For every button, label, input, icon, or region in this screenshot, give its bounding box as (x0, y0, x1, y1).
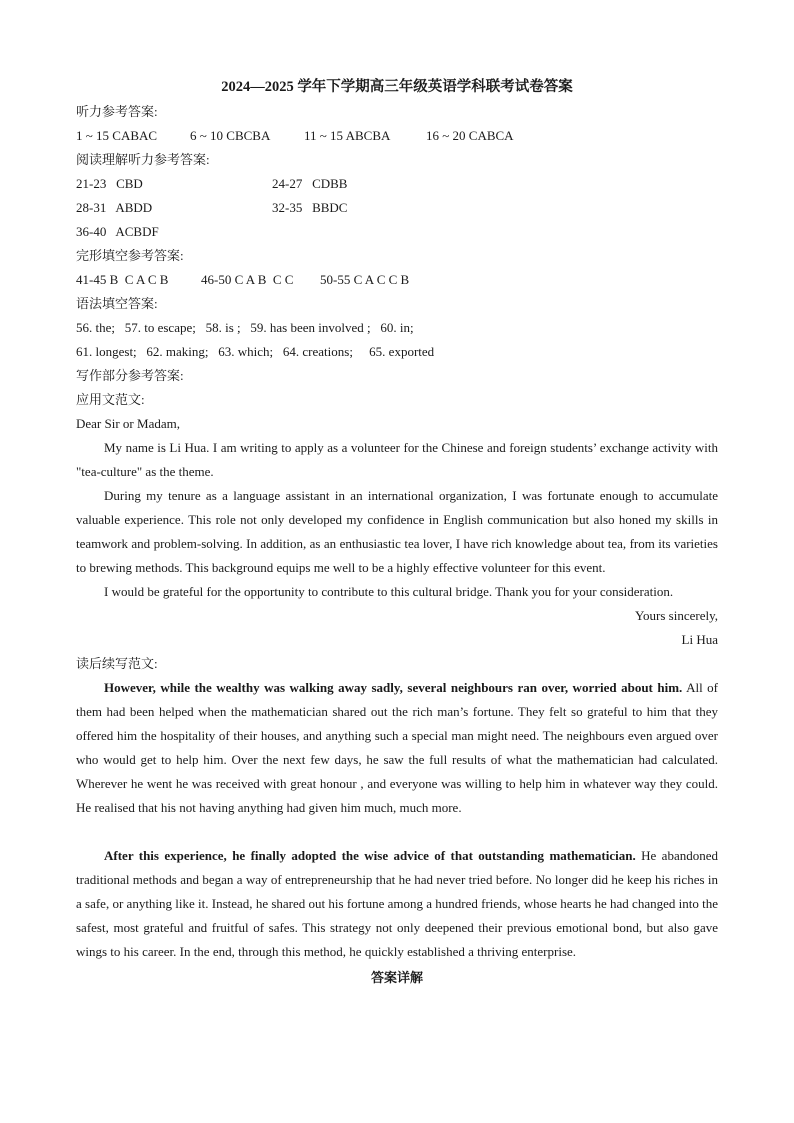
listening-heading: 听力参考答案: (76, 104, 158, 119)
listening-answer: 6 ~ 10 CBCBA (190, 128, 271, 143)
reading-row (76, 172, 718, 196)
continuation-paragraph (76, 676, 718, 820)
letter-heading: 应用文范文: (76, 392, 145, 407)
answer-explanation-heading: 答案详解 (370, 970, 423, 985)
reading-answer: 24-27 CDBB (272, 176, 348, 191)
reading-answer: 28-31 ABDD (76, 200, 153, 215)
continuation-body: He abandoned traditional methods and began a way of entrepreneurship that he had never tried before. No longer did he keep his riches in a safe, or anything like it. Instead, he shared out his fortune among a hundred friends, whose hearts he had changed into the safest, most grateful and fruitful of safes. This strategy not only deepened their previous emotional bond, but also gave wings to his career. In the end, through this method, he quickly established a thriving enterprise. (76, 848, 718, 959)
letter-signature: Li Hua (681, 632, 718, 647)
letter-paragraph: I would be grateful for the opportunity to contribute to this cultural bridge. Thank you for your consideration. (104, 584, 674, 599)
cloze-heading: 完形填空参考答案: (76, 248, 184, 263)
cloze-answer: 46-50 C A B C C (201, 272, 294, 287)
grammar-answers-line: 61. longest; 62. making; 63. which; 64. creations; 65. exported (76, 344, 435, 359)
letter-salutation: Dear Sir or Madam, (76, 416, 180, 431)
grammar-heading: 语法填空答案: (76, 296, 158, 311)
cloze-answers (76, 268, 718, 292)
listening-answer: 16 ~ 20 CABCA (426, 128, 514, 143)
letter-paragraph: During my tenure as a language assistant in an international organization, I was fortunate enough to accumulate valuable experience. This role not only developed my confidence in English communication but also honed my skills in teamwork and problem-solving. In addition, as an enthusiastic tea lover, I have rich knowledge about tea, from its varieties to brewing methods. This background equips me well to be a highly effective volunteer for this event. (76, 488, 718, 575)
letter-closing: Yours sincerely, (634, 608, 718, 623)
cloze-answer: 50-55 C A C C B (320, 272, 410, 287)
reading-answer: 36-40 ACBDF (76, 224, 159, 239)
continuation-body: All of them had been helped when the mathematician shared out the rich man’s fortune. They felt so grateful to him that they offered him the hospitality of their houses, and anything such a special man might need. The neighbours even argued over who would get to help him. Over the next few days, he saw the full results of what the mathematician had calculated. Wherever he went he was received with great honour , and everyone was willing to help him in whatever way they could. He realised that his not having anything had given him much, much more. (76, 680, 718, 815)
letter-paragraph: My name is Li Hua. I am writing to apply as a volunteer for the Chinese and foreign students’ exchange activity with "tea-culture" as the theme. (76, 440, 718, 479)
reading-answer: 32-35 BBDC (272, 200, 348, 215)
continuation-lead-sentence: After this experience, he finally adopted the wise advice of that outstanding mathematician. (104, 848, 636, 863)
reading-row (76, 220, 718, 244)
page-title: 2024—2025 学年下学期高三年级英语学科联考试卷答案 (221, 79, 573, 95)
reading-heading: 阅读理解听力参考答案: (76, 152, 210, 167)
reading-answer: 21-23 CBD (76, 176, 143, 191)
listening-answers (76, 124, 718, 148)
listening-answer: 1 ~ 15 CABAC (76, 128, 158, 143)
writing-heading: 写作部分参考答案: (76, 368, 184, 383)
cloze-answer: 41-45 B C A C B (76, 272, 169, 287)
answer-sheet (76, 74, 718, 990)
continuation-paragraph (76, 844, 718, 964)
continuation-lead-sentence: However, while the wealthy was walking away sadly, several neighbours ran over, worried about him. (104, 680, 683, 695)
reading-row (76, 196, 718, 220)
continuation-heading: 读后续写范文: (76, 656, 158, 671)
grammar-answers-line: 56. the; 57. to escape; 58. is ; 59. has been involved ; 60. in; (76, 320, 414, 335)
listening-answer: 11 ~ 15 ABCBA (304, 128, 391, 143)
